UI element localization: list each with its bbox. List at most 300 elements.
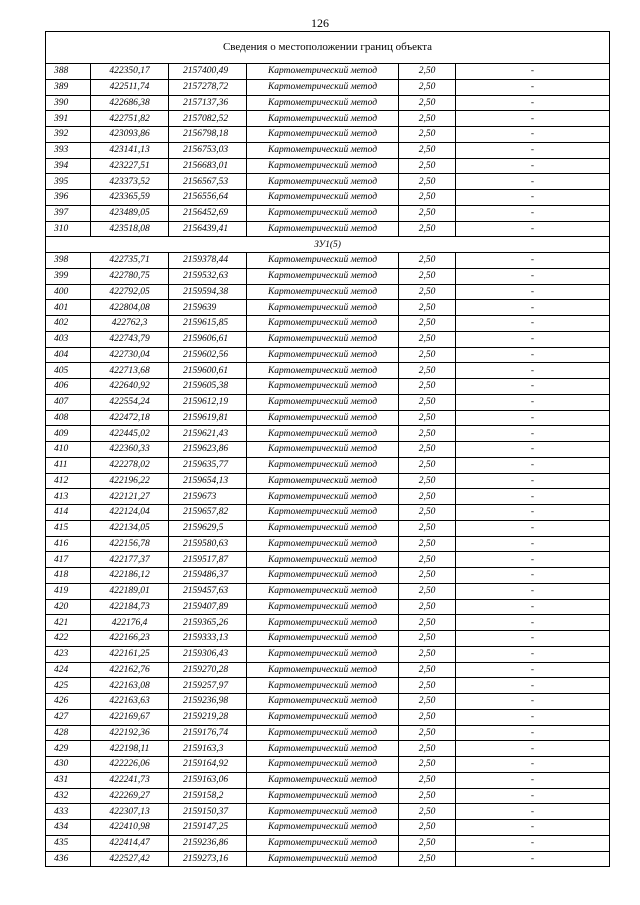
y-coordinate-cell: 2159602,56 xyxy=(169,347,247,363)
table-row xyxy=(46,820,610,836)
table-row xyxy=(46,851,610,867)
note-cell: - xyxy=(456,473,610,489)
point-number-cell: 393 xyxy=(46,142,91,158)
method-cell: Картометрический метод xyxy=(247,284,399,300)
note-cell: - xyxy=(456,725,610,741)
note-cell: - xyxy=(456,284,610,300)
accuracy-cell: 2,50 xyxy=(399,331,456,347)
accuracy-cell: 2,50 xyxy=(399,457,456,473)
y-coordinate-cell: 2157400,49 xyxy=(169,64,247,80)
table-row xyxy=(46,646,610,662)
x-coordinate-cell: 422713,68 xyxy=(91,363,169,379)
point-number-cell: 389 xyxy=(46,79,91,95)
table-row xyxy=(46,725,610,741)
y-coordinate-cell: 2159333,13 xyxy=(169,631,247,647)
point-number-cell: 405 xyxy=(46,363,91,379)
x-coordinate-cell: 422278,02 xyxy=(91,457,169,473)
y-coordinate-cell: 2159378,44 xyxy=(169,253,247,269)
note-cell: - xyxy=(456,205,610,221)
accuracy-cell: 2,50 xyxy=(399,142,456,158)
x-coordinate-cell: 422226,06 xyxy=(91,757,169,773)
method-cell: Картометрический метод xyxy=(247,111,399,127)
y-coordinate-cell: 2157082,52 xyxy=(169,111,247,127)
method-cell: Картометрический метод xyxy=(247,709,399,725)
x-coordinate-cell: 422269,27 xyxy=(91,788,169,804)
note-cell: - xyxy=(456,741,610,757)
x-coordinate-cell: 423518,08 xyxy=(91,221,169,237)
point-number-cell: 418 xyxy=(46,568,91,584)
method-cell: Картометрический метод xyxy=(247,615,399,631)
method-cell: Картометрический метод xyxy=(247,363,399,379)
x-coordinate-cell: 422511,74 xyxy=(91,79,169,95)
method-cell: Картометрический метод xyxy=(247,190,399,206)
point-number-cell: 432 xyxy=(46,788,91,804)
x-coordinate-cell: 423093,86 xyxy=(91,127,169,143)
y-coordinate-cell: 2159606,61 xyxy=(169,331,247,347)
x-coordinate-cell: 422743,79 xyxy=(91,331,169,347)
note-cell: - xyxy=(456,646,610,662)
table-row xyxy=(46,268,610,284)
method-cell: Картометрический метод xyxy=(247,725,399,741)
table-row xyxy=(46,772,610,788)
note-cell: - xyxy=(456,694,610,710)
y-coordinate-cell: 2159147,25 xyxy=(169,820,247,836)
method-cell: Картометрический метод xyxy=(247,142,399,158)
accuracy-cell: 2,50 xyxy=(399,221,456,237)
table-row xyxy=(46,205,610,221)
method-cell: Картометрический метод xyxy=(247,331,399,347)
table-row xyxy=(46,457,610,473)
note-cell: - xyxy=(456,363,610,379)
x-coordinate-cell: 422177,37 xyxy=(91,552,169,568)
note-cell: - xyxy=(456,820,610,836)
accuracy-cell: 2,50 xyxy=(399,127,456,143)
method-cell: Картометрический метод xyxy=(247,646,399,662)
y-coordinate-cell: 2159158,2 xyxy=(169,788,247,804)
y-coordinate-cell: 2159654,13 xyxy=(169,473,247,489)
y-coordinate-cell: 2159486,37 xyxy=(169,568,247,584)
point-number-cell: 397 xyxy=(46,205,91,221)
x-coordinate-cell: 422166,23 xyxy=(91,631,169,647)
accuracy-cell: 2,50 xyxy=(399,599,456,615)
point-number-cell: 429 xyxy=(46,741,91,757)
method-cell: Картометрический метод xyxy=(247,757,399,773)
method-cell: Картометрический метод xyxy=(247,379,399,395)
method-cell: Картометрический метод xyxy=(247,253,399,269)
y-coordinate-cell: 2159306,43 xyxy=(169,646,247,662)
table-row xyxy=(46,583,610,599)
table-row xyxy=(46,379,610,395)
accuracy-cell: 2,50 xyxy=(399,851,456,867)
y-coordinate-cell: 2159517,87 xyxy=(169,552,247,568)
note-cell: - xyxy=(456,678,610,694)
note-cell: - xyxy=(456,111,610,127)
point-number-cell: 431 xyxy=(46,772,91,788)
note-cell: - xyxy=(456,489,610,505)
x-coordinate-cell: 423365,59 xyxy=(91,190,169,206)
accuracy-cell: 2,50 xyxy=(399,709,456,725)
accuracy-cell: 2,50 xyxy=(399,284,456,300)
x-coordinate-cell: 422186,12 xyxy=(91,568,169,584)
accuracy-cell: 2,50 xyxy=(399,426,456,442)
table-row xyxy=(46,678,610,694)
y-coordinate-cell: 2157278,72 xyxy=(169,79,247,95)
note-cell: - xyxy=(456,457,610,473)
x-coordinate-cell: 422762,3 xyxy=(91,316,169,332)
y-coordinate-cell: 2156556,64 xyxy=(169,190,247,206)
x-coordinate-cell: 422163,63 xyxy=(91,694,169,710)
note-cell: - xyxy=(456,426,610,442)
accuracy-cell: 2,50 xyxy=(399,489,456,505)
table-row xyxy=(46,788,610,804)
x-coordinate-cell: 422735,71 xyxy=(91,253,169,269)
point-number-cell: 391 xyxy=(46,111,91,127)
point-number-cell: 425 xyxy=(46,678,91,694)
note-cell: - xyxy=(456,95,610,111)
accuracy-cell: 2,50 xyxy=(399,79,456,95)
table-row xyxy=(46,505,610,521)
x-coordinate-cell: 422121,27 xyxy=(91,489,169,505)
method-cell: Картометрический метод xyxy=(247,300,399,316)
point-number-cell: 388 xyxy=(46,64,91,80)
table-row xyxy=(46,473,610,489)
point-number-cell: 423 xyxy=(46,646,91,662)
accuracy-cell: 2,50 xyxy=(399,174,456,190)
x-coordinate-cell: 422360,33 xyxy=(91,442,169,458)
accuracy-cell: 2,50 xyxy=(399,410,456,426)
table-row xyxy=(46,489,610,505)
table-row xyxy=(46,568,610,584)
accuracy-cell: 2,50 xyxy=(399,583,456,599)
x-coordinate-cell: 422527,42 xyxy=(91,851,169,867)
method-cell: Картометрический метод xyxy=(247,678,399,694)
method-cell: Картометрический метод xyxy=(247,520,399,536)
y-coordinate-cell: 2159619,81 xyxy=(169,410,247,426)
note-cell: - xyxy=(456,300,610,316)
point-number-cell: 413 xyxy=(46,489,91,505)
table-row xyxy=(46,174,610,190)
table-row xyxy=(46,757,610,773)
note-cell: - xyxy=(456,835,610,851)
y-coordinate-cell: 2159365,26 xyxy=(169,615,247,631)
x-coordinate-cell: 422196,22 xyxy=(91,473,169,489)
method-cell: Картометрический метод xyxy=(247,473,399,489)
note-cell: - xyxy=(456,631,610,647)
accuracy-cell: 2,50 xyxy=(399,520,456,536)
method-cell: Картометрический метод xyxy=(247,804,399,820)
accuracy-cell: 2,50 xyxy=(399,268,456,284)
note-cell: - xyxy=(456,347,610,363)
note-cell: - xyxy=(456,615,610,631)
y-coordinate-cell: 2159457,63 xyxy=(169,583,247,599)
y-coordinate-cell: 2159580,63 xyxy=(169,536,247,552)
y-coordinate-cell: 2159236,98 xyxy=(169,694,247,710)
method-cell: Картометрический метод xyxy=(247,741,399,757)
x-coordinate-cell: 422163,08 xyxy=(91,678,169,694)
note-cell: - xyxy=(456,79,610,95)
accuracy-cell: 2,50 xyxy=(399,536,456,552)
y-coordinate-cell: 2159612,19 xyxy=(169,394,247,410)
table-title-row xyxy=(46,32,610,64)
x-coordinate-cell: 423489,05 xyxy=(91,205,169,221)
accuracy-cell: 2,50 xyxy=(399,615,456,631)
method-cell: Картометрический метод xyxy=(247,442,399,458)
table-row xyxy=(46,520,610,536)
y-coordinate-cell: 2159164,92 xyxy=(169,757,247,773)
accuracy-cell: 2,50 xyxy=(399,111,456,127)
point-number-cell: 396 xyxy=(46,190,91,206)
x-coordinate-cell: 422472,18 xyxy=(91,410,169,426)
x-coordinate-cell: 422169,67 xyxy=(91,709,169,725)
table-row xyxy=(46,142,610,158)
note-cell: - xyxy=(456,442,610,458)
method-cell: Картометрический метод xyxy=(247,505,399,521)
y-coordinate-cell: 2159621,43 xyxy=(169,426,247,442)
note-cell: - xyxy=(456,772,610,788)
x-coordinate-cell: 422804,08 xyxy=(91,300,169,316)
table-row xyxy=(46,363,610,379)
point-number-cell: 428 xyxy=(46,725,91,741)
accuracy-cell: 2,50 xyxy=(399,347,456,363)
point-number-cell: 399 xyxy=(46,268,91,284)
point-number-cell: 403 xyxy=(46,331,91,347)
point-number-cell: 415 xyxy=(46,520,91,536)
point-number-cell: 427 xyxy=(46,709,91,725)
y-coordinate-cell: 2159532,63 xyxy=(169,268,247,284)
method-cell: Картометрический метод xyxy=(247,820,399,836)
y-coordinate-cell: 2156567,53 xyxy=(169,174,247,190)
accuracy-cell: 2,50 xyxy=(399,379,456,395)
point-number-cell: 406 xyxy=(46,379,91,395)
note-cell: - xyxy=(456,174,610,190)
y-coordinate-cell: 2159150,37 xyxy=(169,804,247,820)
point-number-cell: 417 xyxy=(46,552,91,568)
method-cell: Картометрический метод xyxy=(247,95,399,111)
x-coordinate-cell: 422189,01 xyxy=(91,583,169,599)
point-number-cell: 402 xyxy=(46,316,91,332)
table-row xyxy=(46,615,610,631)
method-cell: Картометрический метод xyxy=(247,662,399,678)
table-row xyxy=(46,316,610,332)
accuracy-cell: 2,50 xyxy=(399,772,456,788)
table-row xyxy=(46,300,610,316)
table-row xyxy=(46,347,610,363)
note-cell: - xyxy=(456,379,610,395)
point-number-cell: 411 xyxy=(46,457,91,473)
table-title: Сведения о местоположении границ объекта xyxy=(46,32,610,64)
accuracy-cell: 2,50 xyxy=(399,95,456,111)
point-number-cell: 404 xyxy=(46,347,91,363)
note-cell: - xyxy=(456,64,610,80)
table-row xyxy=(46,709,610,725)
x-coordinate-cell: 422161,25 xyxy=(91,646,169,662)
method-cell: Картометрический метод xyxy=(247,316,399,332)
y-coordinate-cell: 2159600,61 xyxy=(169,363,247,379)
note-cell: - xyxy=(456,520,610,536)
x-coordinate-cell: 422134,05 xyxy=(91,520,169,536)
y-coordinate-cell: 2159635,77 xyxy=(169,457,247,473)
table-row xyxy=(46,835,610,851)
method-cell: Картометрический метод xyxy=(247,599,399,615)
accuracy-cell: 2,50 xyxy=(399,253,456,269)
method-cell: Картометрический метод xyxy=(247,536,399,552)
table-row xyxy=(46,127,610,143)
table-row xyxy=(46,631,610,647)
point-number-cell: 395 xyxy=(46,174,91,190)
table-row xyxy=(46,804,610,820)
method-cell: Картометрический метод xyxy=(247,79,399,95)
section-row xyxy=(46,237,610,253)
accuracy-cell: 2,50 xyxy=(399,552,456,568)
table-row xyxy=(46,64,610,80)
accuracy-cell: 2,50 xyxy=(399,64,456,80)
point-number-cell: 436 xyxy=(46,851,91,867)
note-cell: - xyxy=(456,127,610,143)
point-number-cell: 426 xyxy=(46,694,91,710)
y-coordinate-cell: 2159407,89 xyxy=(169,599,247,615)
y-coordinate-cell: 2159236,86 xyxy=(169,835,247,851)
method-cell: Картометрический метод xyxy=(247,552,399,568)
accuracy-cell: 2,50 xyxy=(399,678,456,694)
note-cell: - xyxy=(456,599,610,615)
x-coordinate-cell: 422792,05 xyxy=(91,284,169,300)
method-cell: Картометрический метод xyxy=(247,410,399,426)
method-cell: Картометрический метод xyxy=(247,205,399,221)
accuracy-cell: 2,50 xyxy=(399,662,456,678)
x-coordinate-cell: 422751,82 xyxy=(91,111,169,127)
x-coordinate-cell: 423373,52 xyxy=(91,174,169,190)
y-coordinate-cell: 2159163,3 xyxy=(169,741,247,757)
note-cell: - xyxy=(456,142,610,158)
y-coordinate-cell: 2159270,28 xyxy=(169,662,247,678)
x-coordinate-cell: 422554,24 xyxy=(91,394,169,410)
accuracy-cell: 2,50 xyxy=(399,394,456,410)
table-row xyxy=(46,552,610,568)
method-cell: Картометрический метод xyxy=(247,631,399,647)
point-number-cell: 392 xyxy=(46,127,91,143)
note-cell: - xyxy=(456,568,610,584)
y-coordinate-cell: 2156439,41 xyxy=(169,221,247,237)
point-number-cell: 435 xyxy=(46,835,91,851)
accuracy-cell: 2,50 xyxy=(399,363,456,379)
method-cell: Картометрический метод xyxy=(247,426,399,442)
y-coordinate-cell: 2159594,38 xyxy=(169,284,247,300)
note-cell: - xyxy=(456,253,610,269)
x-coordinate-cell: 422307,13 xyxy=(91,804,169,820)
note-cell: - xyxy=(456,221,610,237)
table-row xyxy=(46,221,610,237)
point-number-cell: 419 xyxy=(46,583,91,599)
method-cell: Картометрический метод xyxy=(247,457,399,473)
point-number-cell: 408 xyxy=(46,410,91,426)
method-cell: Картометрический метод xyxy=(247,772,399,788)
x-coordinate-cell: 422184,73 xyxy=(91,599,169,615)
method-cell: Картометрический метод xyxy=(247,568,399,584)
accuracy-cell: 2,50 xyxy=(399,442,456,458)
accuracy-cell: 2,50 xyxy=(399,190,456,206)
x-coordinate-cell: 422156,78 xyxy=(91,536,169,552)
method-cell: Картометрический метод xyxy=(247,788,399,804)
point-number-cell: 424 xyxy=(46,662,91,678)
table-row xyxy=(46,284,610,300)
accuracy-cell: 2,50 xyxy=(399,568,456,584)
note-cell: - xyxy=(456,583,610,599)
table-row xyxy=(46,111,610,127)
accuracy-cell: 2,50 xyxy=(399,631,456,647)
x-coordinate-cell: 422192,36 xyxy=(91,725,169,741)
method-cell: Картометрический метод xyxy=(247,851,399,867)
table-row xyxy=(46,536,610,552)
note-cell: - xyxy=(456,268,610,284)
point-number-cell: 433 xyxy=(46,804,91,820)
note-cell: - xyxy=(456,757,610,773)
note-cell: - xyxy=(456,394,610,410)
table-row xyxy=(46,79,610,95)
table-row xyxy=(46,253,610,269)
note-cell: - xyxy=(456,158,610,174)
y-coordinate-cell: 2159219,28 xyxy=(169,709,247,725)
table-row xyxy=(46,410,610,426)
y-coordinate-cell: 2159639 xyxy=(169,300,247,316)
note-cell: - xyxy=(456,316,610,332)
y-coordinate-cell: 2159623,86 xyxy=(169,442,247,458)
point-number-cell: 412 xyxy=(46,473,91,489)
accuracy-cell: 2,50 xyxy=(399,757,456,773)
note-cell: - xyxy=(456,851,610,867)
x-coordinate-cell: 422350,17 xyxy=(91,64,169,80)
table-row xyxy=(46,158,610,174)
x-coordinate-cell: 422410,98 xyxy=(91,820,169,836)
method-cell: Картометрический метод xyxy=(247,268,399,284)
x-coordinate-cell: 422640,92 xyxy=(91,379,169,395)
accuracy-cell: 2,50 xyxy=(399,804,456,820)
accuracy-cell: 2,50 xyxy=(399,835,456,851)
point-number-cell: 422 xyxy=(46,631,91,647)
y-coordinate-cell: 2159273,16 xyxy=(169,851,247,867)
accuracy-cell: 2,50 xyxy=(399,205,456,221)
method-cell: Картометрический метод xyxy=(247,835,399,851)
accuracy-cell: 2,50 xyxy=(399,158,456,174)
y-coordinate-cell: 2159673 xyxy=(169,489,247,505)
note-cell: - xyxy=(456,331,610,347)
y-coordinate-cell: 2156798,18 xyxy=(169,127,247,143)
point-number-cell: 390 xyxy=(46,95,91,111)
y-coordinate-cell: 2159657,82 xyxy=(169,505,247,521)
x-coordinate-cell: 422176,4 xyxy=(91,615,169,631)
method-cell: Картометрический метод xyxy=(247,347,399,363)
accuracy-cell: 2,50 xyxy=(399,300,456,316)
method-cell: Картометрический метод xyxy=(247,694,399,710)
y-coordinate-cell: 2159163,06 xyxy=(169,772,247,788)
page-number: 126 xyxy=(311,16,329,30)
accuracy-cell: 2,50 xyxy=(399,788,456,804)
y-coordinate-cell: 2159629,5 xyxy=(169,520,247,536)
method-cell: Картометрический метод xyxy=(247,489,399,505)
point-number-cell: 310 xyxy=(46,221,91,237)
point-number-cell: 421 xyxy=(46,615,91,631)
y-coordinate-cell: 2156452,69 xyxy=(169,205,247,221)
x-coordinate-cell: 422198,11 xyxy=(91,741,169,757)
note-cell: - xyxy=(456,804,610,820)
point-number-cell: 409 xyxy=(46,426,91,442)
accuracy-cell: 2,50 xyxy=(399,473,456,489)
method-cell: Картометрический метод xyxy=(247,127,399,143)
table-row xyxy=(46,394,610,410)
x-coordinate-cell: 422730,04 xyxy=(91,347,169,363)
point-number-cell: 407 xyxy=(46,394,91,410)
point-number-cell: 416 xyxy=(46,536,91,552)
x-coordinate-cell: 422414,47 xyxy=(91,835,169,851)
